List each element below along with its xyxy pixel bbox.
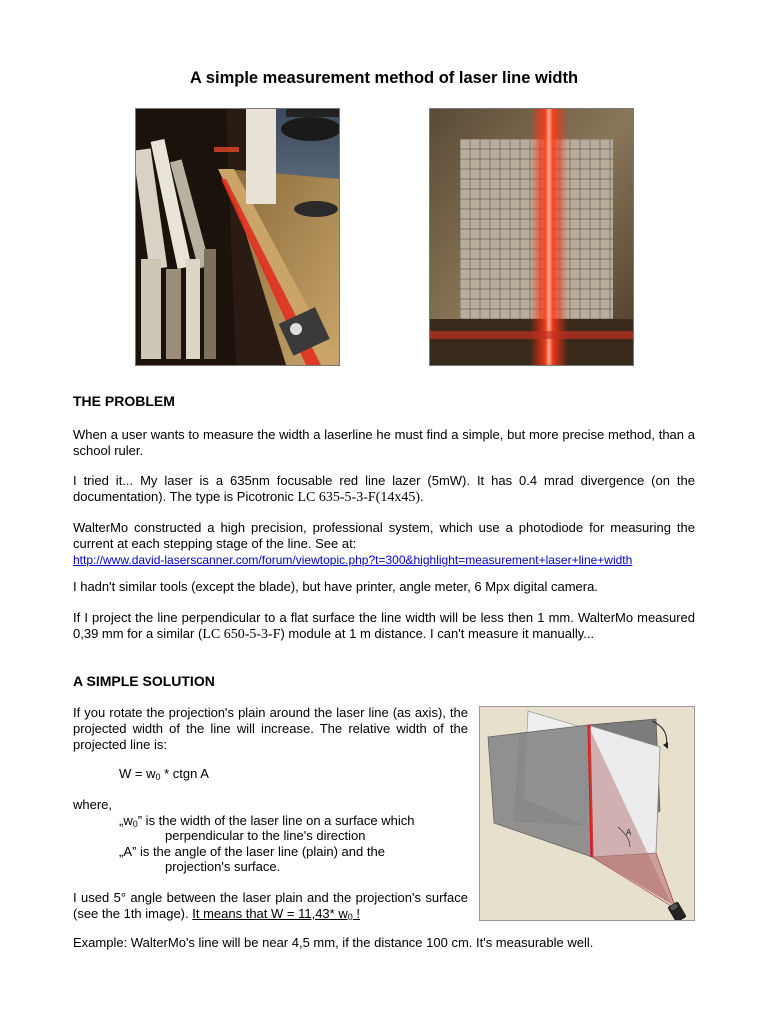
definition-angle-continued: projection's surface. [165,859,281,874]
diagram-angle-label: A [626,828,632,837]
page-title: A simple measurement method of laser line width [189,69,579,87]
problem-paragraph-3 [73,520,695,568]
problem-paragraph-1: When a user wants to measure the width a laserline he must find a simple, but more precise method, than a school ruler. [73,427,695,458]
definition-w0-continued: perpendicular to the line's direction [165,828,366,843]
definition-w0-open: „w [119,813,133,828]
problem-paragraph-2-end: . [420,489,424,504]
formula [119,766,209,782]
problem-paragraph-4: I hadn't similar tools (except the blade), but have printer, angle meter, 6 Mpx digital camera. [73,579,598,594]
definition-w0-subscript: 0 [132,819,138,829]
formula-subscript: 0 [155,772,161,782]
result-statement-text: It means that W = 11,43* w [192,906,348,921]
projection-diagram [479,706,695,921]
problem-paragraph-2 [73,473,695,506]
problem-paragraph-2-text: I tried it... My laser is a 635nm focusable red line lazer (5mW). It has 0.4 mrad divergence (on the documentation). The type is Picotronic [73,473,695,504]
problem-paragraph-5 [73,610,695,643]
solution-paragraph-1: If you rotate the projection's plain around the laser line (as axis), the projected width of the line will increase. The relative width of the projected line is: [73,705,468,752]
photo-grid-image [430,109,633,365]
formula-right: * ctgn A [160,766,209,781]
result-statement-end: ! [352,906,360,921]
projection-diagram-image [480,707,694,920]
result-subscript: 0 [347,912,353,922]
photo-grid-laser [429,108,634,366]
problem-paragraph-5-text-a: If I project the line perpendicular to a flat surface the line width will be less then 1 mm. WalterMo measured 0,39 mm for a similar ( [73,610,695,641]
photo-shelf-image [136,109,339,365]
where-label: where, [73,797,113,812]
heading-the-problem: THE PROBLEM [73,393,175,409]
example-paragraph: Example: WalterMo's line will be near 4,5 mm, if the distance 100 cm. It's measurable well. [73,935,594,950]
problem-paragraph-3-text: WalterMo constructed a high precision, professional system, which use a photodiode for measuring the current at each stepping stage of the line. See at: [73,520,695,551]
result-statement [192,906,360,921]
laser-model-2: LC 650-5-3-F [202,627,281,642]
laser-model-1: LC 635-5-3-F(14x45) [297,490,420,505]
solution-paragraph-2 [73,890,468,922]
problem-paragraph-5-text-b: ) module at 1 m distance. I can't measure it manually... [280,626,595,641]
definition-angle: „A” is the angle of the laser line (plain) and the [119,844,385,859]
heading-simple-solution: A SIMPLE SOLUTION [73,673,215,689]
photo-shelf-laser [135,108,340,366]
definition-w0 [119,813,415,829]
solution-paragraph-2-text: I used 5° angle between the laser plain and the projection's surface (see the 1th image). [73,890,468,921]
formula-left: W = w [119,766,156,781]
forum-link[interactable]: http://www.david-laserscanner.com/forum/viewtopic.php?t=300&highlight=measurement+laser+line+width [73,553,633,567]
definition-w0-text: ” is the width of the laser line on a surface which [137,813,415,828]
